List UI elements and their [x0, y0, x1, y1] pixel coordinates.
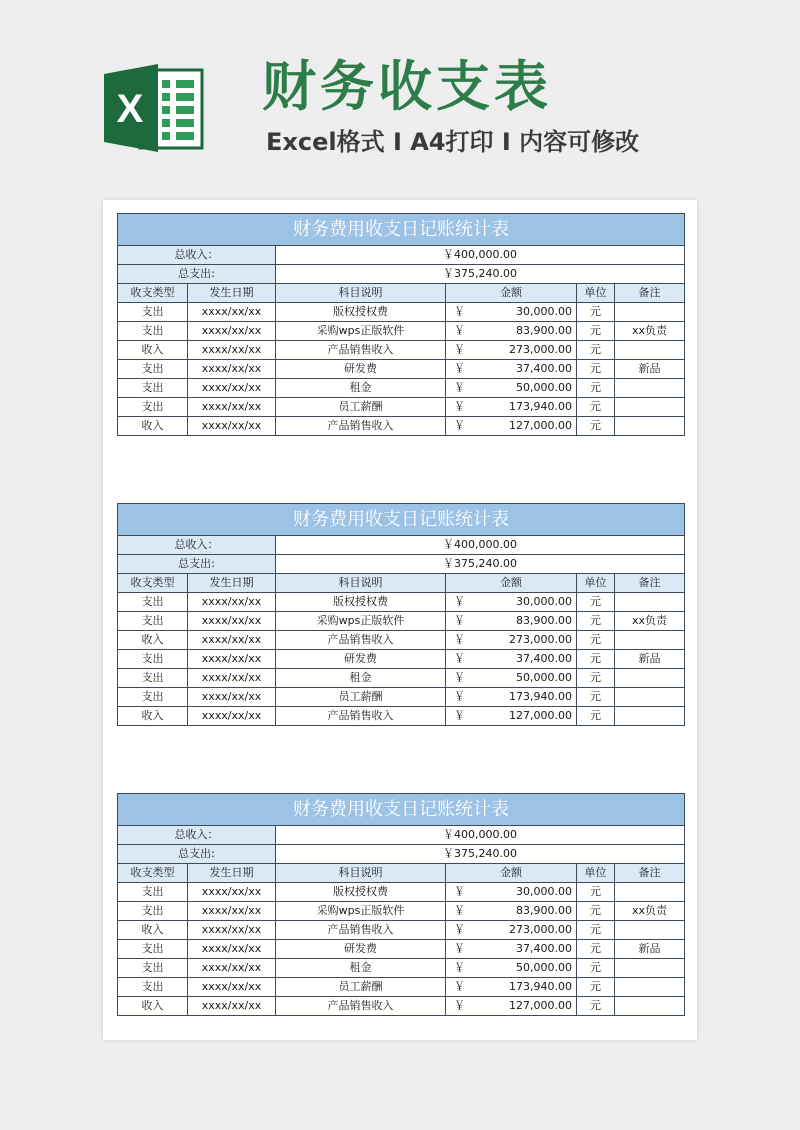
amount-value: 30,000.00 [516, 885, 572, 898]
cell-type: 收入 [118, 631, 188, 650]
cell-amount [446, 902, 577, 921]
excel-logo-icon [100, 60, 210, 155]
currency-symbol: ￥ [454, 904, 465, 917]
cell-description: 产品销售收入 [276, 921, 446, 940]
cell-description: 员工薪酬 [276, 688, 446, 707]
amount-value: 50,000.00 [516, 671, 572, 684]
page-title: 财务收支表 [262, 55, 552, 118]
amount-value: 83,900.00 [516, 904, 572, 917]
currency-symbol: ￥ [454, 923, 465, 936]
cell-description: 研发费 [276, 650, 446, 669]
cell-type: 收入 [118, 341, 188, 360]
amount-wrap [446, 959, 576, 977]
cell-note [615, 959, 685, 978]
amount-value: 30,000.00 [516, 595, 572, 608]
cell-note [615, 398, 685, 417]
currency-symbol: ￥ [454, 709, 465, 722]
cell-amount [446, 940, 577, 959]
cell-date: xxxx/xx/xx [188, 322, 276, 341]
cell-note: xx负责 [615, 322, 685, 341]
cell-description: 研发费 [276, 940, 446, 959]
table-row [118, 959, 685, 978]
total-expense-label: 总支出: [118, 265, 276, 284]
ledger-table [117, 503, 685, 726]
amount-value: 127,000.00 [509, 419, 572, 432]
currency-symbol: ￥ [454, 652, 465, 665]
cell-type: 支出 [118, 379, 188, 398]
cell-amount [446, 303, 577, 322]
document-sheet [103, 200, 697, 1040]
amount-value: 127,000.00 [509, 709, 572, 722]
total-income-value: ￥400,000.00 [276, 826, 685, 845]
cell-amount [446, 360, 577, 379]
amount-value: 30,000.00 [516, 305, 572, 318]
column-header: 收支类型 [118, 574, 188, 593]
cell-note: 新品 [615, 360, 685, 379]
cell-note: 新品 [615, 940, 685, 959]
amount-wrap [446, 303, 576, 321]
currency-symbol: ￥ [454, 324, 465, 337]
cell-date: xxxx/xx/xx [188, 593, 276, 612]
cell-unit: 元 [577, 921, 615, 940]
cell-description: 产品销售收入 [276, 417, 446, 436]
total-expense-value: ￥375,240.00 [276, 555, 685, 574]
cell-amount [446, 631, 577, 650]
amount-value: 50,000.00 [516, 961, 572, 974]
total-income-row [118, 246, 685, 265]
total-expense-row [118, 845, 685, 864]
amount-wrap [446, 379, 576, 397]
cell-amount [446, 883, 577, 902]
cell-note [615, 379, 685, 398]
column-header: 科目说明 [276, 574, 446, 593]
column-header: 发生日期 [188, 864, 276, 883]
cell-amount [446, 959, 577, 978]
cell-date: xxxx/xx/xx [188, 631, 276, 650]
total-income-label: 总收入： [118, 826, 276, 845]
column-header: 备注 [615, 864, 685, 883]
cell-date: xxxx/xx/xx [188, 341, 276, 360]
cell-date: xxxx/xx/xx [188, 921, 276, 940]
cell-date: xxxx/xx/xx [188, 417, 276, 436]
table-row [118, 612, 685, 631]
amount-value: 173,940.00 [509, 980, 572, 993]
table-row [118, 650, 685, 669]
cell-description: 租金 [276, 959, 446, 978]
amount-wrap [446, 398, 576, 416]
cell-type: 支出 [118, 902, 188, 921]
total-income-label: 总收入： [118, 246, 276, 265]
amount-wrap [446, 707, 576, 725]
cell-date: xxxx/xx/xx [188, 707, 276, 726]
cell-amount [446, 978, 577, 997]
cell-type: 支出 [118, 593, 188, 612]
cell-description: 采购wps正版软件 [276, 902, 446, 921]
cell-type: 支出 [118, 978, 188, 997]
cell-unit: 元 [577, 398, 615, 417]
column-header: 单位 [577, 864, 615, 883]
amount-wrap [446, 688, 576, 706]
cell-note [615, 303, 685, 322]
table-title: 财务费用收支日记账统计表 [118, 794, 685, 826]
cell-type: 支出 [118, 959, 188, 978]
currency-symbol: ￥ [454, 400, 465, 413]
amount-wrap [446, 978, 576, 996]
total-income-row [118, 536, 685, 555]
amount-value: 273,000.00 [509, 633, 572, 646]
cell-description: 租金 [276, 379, 446, 398]
cell-note [615, 978, 685, 997]
table-row [118, 303, 685, 322]
cell-description: 产品销售收入 [276, 997, 446, 1016]
table-title-row [118, 214, 685, 246]
cell-unit: 元 [577, 379, 615, 398]
table-row [118, 940, 685, 959]
cell-type: 收入 [118, 997, 188, 1016]
column-header: 收支类型 [118, 864, 188, 883]
amount-value: 37,400.00 [516, 362, 572, 375]
cell-amount [446, 688, 577, 707]
cell-note: xx负责 [615, 612, 685, 631]
amount-value: 83,900.00 [516, 324, 572, 337]
amount-wrap [446, 360, 576, 378]
cell-description: 员工薪酬 [276, 978, 446, 997]
cell-type: 支出 [118, 612, 188, 631]
amount-wrap [446, 997, 576, 1015]
page-header [0, 0, 800, 200]
cell-date: xxxx/xx/xx [188, 669, 276, 688]
cell-unit: 元 [577, 650, 615, 669]
cell-note [615, 921, 685, 940]
cell-note [615, 341, 685, 360]
table-title: 财务费用收支日记账统计表 [118, 214, 685, 246]
cell-description: 版权授权费 [276, 593, 446, 612]
cell-unit: 元 [577, 997, 615, 1016]
cell-type: 支出 [118, 688, 188, 707]
cell-description: 研发费 [276, 360, 446, 379]
currency-symbol: ￥ [454, 343, 465, 356]
currency-symbol: ￥ [454, 690, 465, 703]
cell-unit: 元 [577, 612, 615, 631]
cell-amount [446, 669, 577, 688]
cell-date: xxxx/xx/xx [188, 978, 276, 997]
column-header: 发生日期 [188, 284, 276, 303]
cell-description: 采购wps正版软件 [276, 322, 446, 341]
currency-symbol: ￥ [454, 999, 465, 1012]
logo-letter: X [116, 87, 144, 131]
total-income-label: 总收入： [118, 536, 276, 555]
cell-unit: 元 [577, 707, 615, 726]
column-header-row [118, 574, 685, 593]
cell-amount [446, 997, 577, 1016]
cell-date: xxxx/xx/xx [188, 959, 276, 978]
cell-amount [446, 379, 577, 398]
cell-date: xxxx/xx/xx [188, 650, 276, 669]
cell-unit: 元 [577, 978, 615, 997]
total-income-row [118, 826, 685, 845]
currency-symbol: ￥ [454, 961, 465, 974]
currency-symbol: ￥ [454, 419, 465, 432]
cell-description: 版权授权费 [276, 303, 446, 322]
table-row [118, 417, 685, 436]
table-title-row [118, 504, 685, 536]
cell-type: 收入 [118, 707, 188, 726]
table-row [118, 398, 685, 417]
amount-wrap [446, 322, 576, 340]
amount-value: 37,400.00 [516, 942, 572, 955]
table-row [118, 997, 685, 1016]
cell-description: 采购wps正版软件 [276, 612, 446, 631]
currency-symbol: ￥ [454, 362, 465, 375]
cell-unit: 元 [577, 417, 615, 436]
amount-value: 37,400.00 [516, 652, 572, 665]
cell-note: xx负责 [615, 902, 685, 921]
cell-unit: 元 [577, 322, 615, 341]
column-header: 发生日期 [188, 574, 276, 593]
amount-wrap [446, 341, 576, 359]
total-expense-value: ￥375,240.00 [276, 265, 685, 284]
table-row [118, 921, 685, 940]
cell-note [615, 669, 685, 688]
cell-note [615, 688, 685, 707]
cell-unit: 元 [577, 669, 615, 688]
column-header: 备注 [615, 284, 685, 303]
cell-unit: 元 [577, 303, 615, 322]
column-header-row [118, 284, 685, 303]
table-row [118, 341, 685, 360]
ledger-table [117, 213, 685, 436]
cell-unit: 元 [577, 959, 615, 978]
table-row [118, 707, 685, 726]
column-header: 单位 [577, 284, 615, 303]
table-title: 财务费用收支日记账统计表 [118, 504, 685, 536]
amount-wrap [446, 669, 576, 687]
cell-note: 新品 [615, 650, 685, 669]
cell-unit: 元 [577, 341, 615, 360]
amount-wrap [446, 883, 576, 901]
cell-type: 支出 [118, 303, 188, 322]
cell-date: xxxx/xx/xx [188, 997, 276, 1016]
cell-type: 支出 [118, 940, 188, 959]
total-expense-label: 总支出: [118, 845, 276, 864]
amount-wrap [446, 631, 576, 649]
cell-date: xxxx/xx/xx [188, 360, 276, 379]
cell-type: 收入 [118, 921, 188, 940]
table-row [118, 379, 685, 398]
column-header: 单位 [577, 574, 615, 593]
page-subtitle: Excel格式 I A4打印 I 内容可修改 [266, 128, 640, 156]
amount-value: 173,940.00 [509, 690, 572, 703]
cell-type: 收入 [118, 417, 188, 436]
currency-symbol: ￥ [454, 885, 465, 898]
cell-description: 产品销售收入 [276, 631, 446, 650]
cell-amount [446, 398, 577, 417]
cell-unit: 元 [577, 593, 615, 612]
table-row [118, 978, 685, 997]
total-income-value: ￥400,000.00 [276, 246, 685, 265]
column-header: 金额 [446, 574, 577, 593]
total-expense-row [118, 555, 685, 574]
amount-wrap [446, 593, 576, 611]
cell-description: 版权授权费 [276, 883, 446, 902]
table-row [118, 669, 685, 688]
table-row [118, 688, 685, 707]
table-row [118, 902, 685, 921]
cell-type: 支出 [118, 360, 188, 379]
cell-type: 支出 [118, 883, 188, 902]
currency-symbol: ￥ [454, 671, 465, 684]
cell-unit: 元 [577, 902, 615, 921]
currency-symbol: ￥ [454, 381, 465, 394]
currency-symbol: ￥ [454, 305, 465, 318]
cell-date: xxxx/xx/xx [188, 379, 276, 398]
amount-value: 127,000.00 [509, 999, 572, 1012]
cell-amount [446, 921, 577, 940]
cell-description: 产品销售收入 [276, 341, 446, 360]
cell-type: 支出 [118, 322, 188, 341]
amount-value: 50,000.00 [516, 381, 572, 394]
total-expense-value: ￥375,240.00 [276, 845, 685, 864]
cell-type: 支出 [118, 398, 188, 417]
column-header-row [118, 864, 685, 883]
cell-date: xxxx/xx/xx [188, 688, 276, 707]
amount-wrap [446, 612, 576, 630]
amount-value: 273,000.00 [509, 923, 572, 936]
cell-note [615, 593, 685, 612]
amount-wrap [446, 940, 576, 958]
amount-wrap [446, 902, 576, 920]
amount-value: 273,000.00 [509, 343, 572, 356]
cell-unit: 元 [577, 940, 615, 959]
cell-description: 产品销售收入 [276, 707, 446, 726]
table-row [118, 631, 685, 650]
cell-date: xxxx/xx/xx [188, 902, 276, 921]
cell-amount [446, 650, 577, 669]
table-title-row [118, 794, 685, 826]
amount-wrap [446, 921, 576, 939]
cell-unit: 元 [577, 360, 615, 379]
amount-value: 83,900.00 [516, 614, 572, 627]
table-row [118, 360, 685, 379]
column-header: 备注 [615, 574, 685, 593]
cell-date: xxxx/xx/xx [188, 940, 276, 959]
column-header: 科目说明 [276, 284, 446, 303]
currency-symbol: ￥ [454, 980, 465, 993]
amount-wrap [446, 650, 576, 668]
cell-description: 租金 [276, 669, 446, 688]
cell-unit: 元 [577, 883, 615, 902]
total-income-value: ￥400,000.00 [276, 536, 685, 555]
amount-value: 173,940.00 [509, 400, 572, 413]
cell-note [615, 631, 685, 650]
amount-wrap [446, 417, 576, 435]
cell-unit: 元 [577, 688, 615, 707]
currency-symbol: ￥ [454, 614, 465, 627]
currency-symbol: ￥ [454, 942, 465, 955]
cell-date: xxxx/xx/xx [188, 303, 276, 322]
currency-symbol: ￥ [454, 595, 465, 608]
cell-description: 员工薪酬 [276, 398, 446, 417]
cell-note [615, 417, 685, 436]
table-row [118, 883, 685, 902]
column-header: 收支类型 [118, 284, 188, 303]
table-row [118, 322, 685, 341]
ledger-table [117, 793, 685, 1016]
total-expense-label: 总支出: [118, 555, 276, 574]
currency-symbol: ￥ [454, 633, 465, 646]
cell-type: 支出 [118, 669, 188, 688]
cell-amount [446, 612, 577, 631]
cell-note [615, 997, 685, 1016]
cell-date: xxxx/xx/xx [188, 883, 276, 902]
cell-amount [446, 417, 577, 436]
cell-note [615, 883, 685, 902]
cell-type: 支出 [118, 650, 188, 669]
cell-amount [446, 707, 577, 726]
cell-unit: 元 [577, 631, 615, 650]
table-row [118, 593, 685, 612]
cell-amount [446, 322, 577, 341]
column-header: 金额 [446, 284, 577, 303]
cell-amount [446, 341, 577, 360]
cell-note [615, 707, 685, 726]
cell-date: xxxx/xx/xx [188, 398, 276, 417]
column-header: 科目说明 [276, 864, 446, 883]
cell-amount [446, 593, 577, 612]
total-expense-row [118, 265, 685, 284]
column-header: 金额 [446, 864, 577, 883]
cell-date: xxxx/xx/xx [188, 612, 276, 631]
